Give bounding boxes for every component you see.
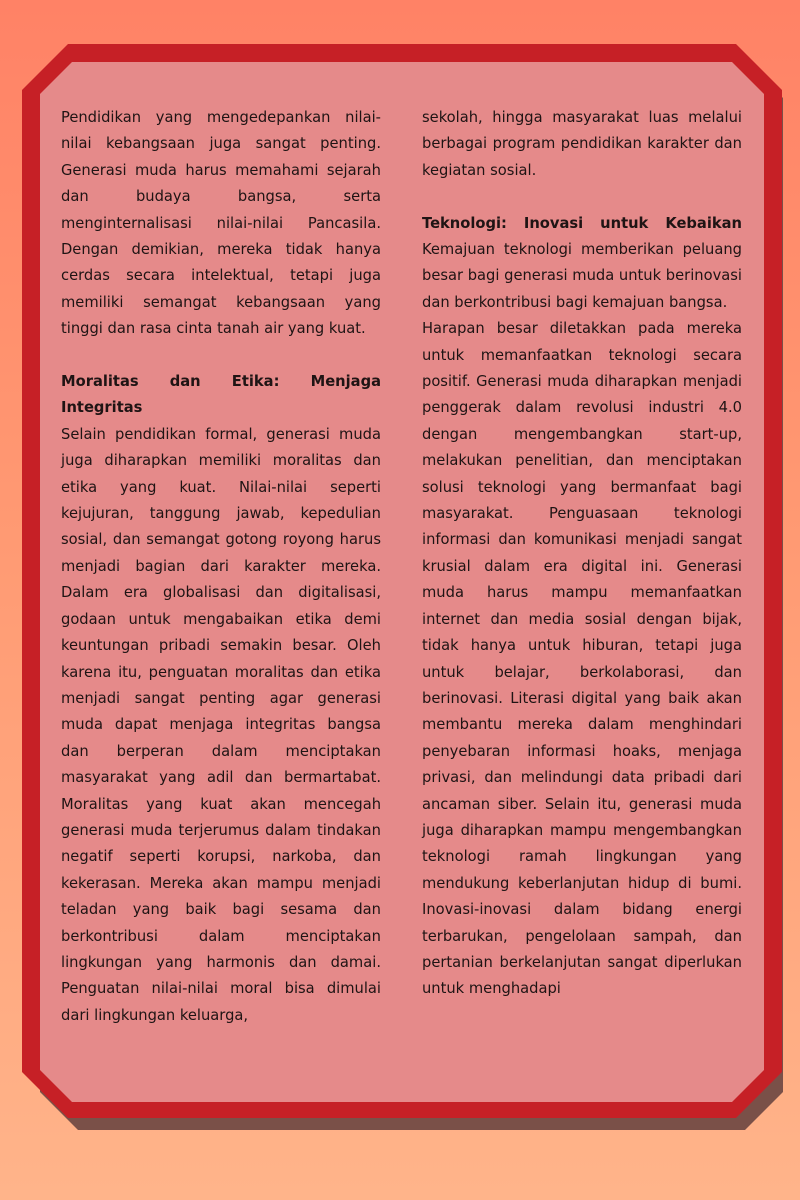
- intro-paragraph: Pendidikan yang mengedepankan nilai-nilai kebangsaan juga sangat penting. Generasi muda harus memahami sejarah dan budaya bangsa, serta menginternalisasi nilai-nilai Pancasila. Dengan demikian, mereka tidak hanya cerdas secara intelektual, tetapi juga memiliki semangat kebangsaan yang tinggi dan rasa cinta tanah air yang kuat.: [61, 109, 381, 338]
- continuation-paragraph: sekolah, hingga masyarakat luas melalui berbagai program pendidikan karakter dan kegiatan sosial.: [422, 109, 742, 179]
- paragraph-spacer: [61, 343, 381, 369]
- section-heading-moralitas: Moralitas dan Etika: Menjaga Integritas: [61, 373, 381, 417]
- right-column: [422, 105, 742, 1003]
- teknologi-paragraph-1: Kemajuan teknologi memberikan peluang besar bagi generasi muda untuk berinovasi dan berkontribusi bagi kemajuan bangsa.: [422, 241, 742, 311]
- moralitas-paragraph: Selain pendidikan formal, generasi muda juga diharapkan memiliki moralitas dan etika yang kuat. Nilai-nilai seperti kejujuran, tanggung jawab, kepedulian sosial, dan semangat gotong royong harus menjadi bagian dari karakter mereka. Dalam era globalisasi dan digitalisasi, godaan untuk mengabaikan etika demi keuntungan pribadi semakin besar. Oleh karena itu, penguatan moralitas dan etika menjadi sangat penting agar generasi muda dapat menjaga integritas bangsa dan berperan dalam menciptakan masyarakat yang adil dan bermartabat. Moralitas yang kuat akan mencegah generasi muda terjerumus dalam tindakan negatif seperti korupsi, narkoba, dan kekerasan. Mereka akan mampu menjadi teladan yang baik bagi sesama dan berkontribusi dalam menciptakan lingkungan yang harmonis dan damai. Penguatan nilai-nilai moral bisa dimulai dari lingkungan keluarga,: [61, 425, 381, 1024]
- left-column: [61, 105, 381, 1029]
- teknologi-paragraph-2: Harapan besar diletakkan pada mereka untuk memanfaatkan teknologi secara positif. Generasi muda diharapkan menjadi penggerak dalam revolusi industri 4.0 dengan mengembangkan start-up, melakukan penelitian, dan menciptakan solusi teknologi yang bermanfaat bagi masyarakat. Penguasaan teknologi informasi dan komunikasi menjadi sangat krusial dalam era digital ini. Generasi muda harus mampu memanfaatkan internet dan media sosial dengan bijak, tidak hanya untuk hiburan, tetapi juga untuk belajar, berkolaborasi, dan berinovasi. Literasi digital yang baik akan membantu mereka dalam menghindari penyebaran informasi hoaks, menjaga privasi, dan melindungi data pribadi dari ancaman siber. Selain itu, generasi muda juga diharapkan mampu mengembangkan teknologi ramah lingkungan yang mendukung keberlanjutan hidup di bumi. Inovasi-inovasi dalam bidang energi terbarukan, pengelolaan sampah, dan pertanian berkelanjutan sangat diperlukan untuk menghadapi: [422, 320, 742, 998]
- paragraph-spacer: [422, 184, 742, 210]
- section-heading-teknologi: Teknologi: Inovasi untuk Kebaikan: [422, 214, 742, 232]
